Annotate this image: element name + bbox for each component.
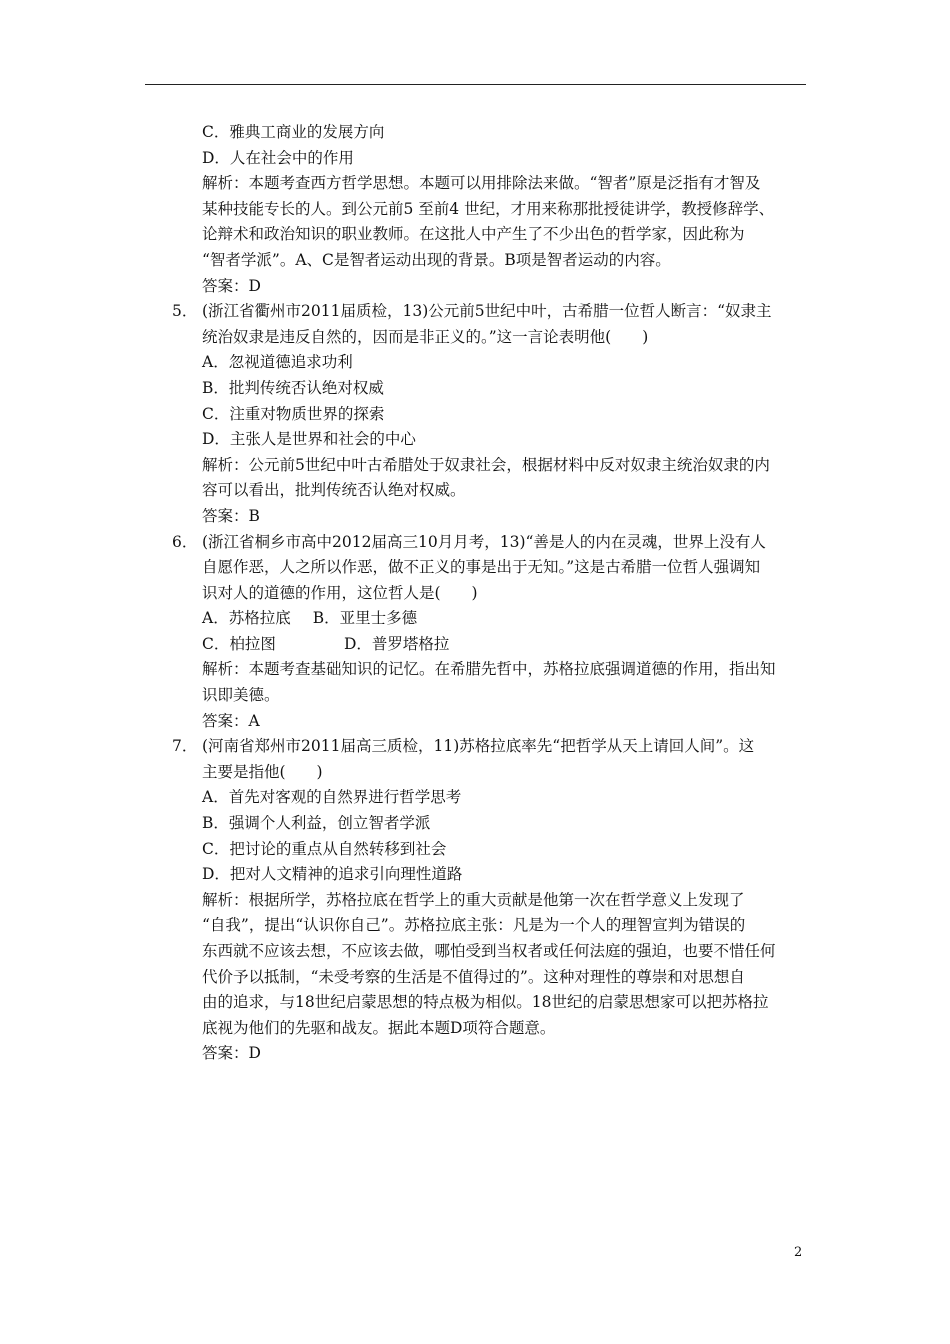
q5-option-d: D．主张人是世界和社会的中心: [202, 430, 416, 449]
q7-stem-line: (河南省郑州市2011届高三质检，11)苏格拉底率先“把哲学从天上请回人间”。这: [202, 737, 755, 756]
q6-stem-line: 识对人的道德的作用，这位哲人是( ): [202, 583, 478, 602]
q6-option-d: D．普罗塔格拉: [344, 634, 450, 653]
q6-options-row-1: [172, 606, 812, 632]
q5-analysis-line: 解析：公元前5世纪中叶古希腊处于奴隶社会，根据材料中反对奴隶主统治奴隶的内: [202, 455, 770, 474]
q6-analysis-line: 识即美德。: [202, 686, 280, 705]
q7-analysis-line: 东西就不应该去想，不应该去做，哪怕受到当权者或任何法庭的强迫，也要不惜任何: [202, 942, 776, 960]
q5-stem: [172, 299, 812, 325]
q4-analysis-line: 论辩术和政治知识的职业教师。在这批人中产生了不少出色的哲学家，因此称为: [202, 225, 745, 244]
q7-stem: [172, 734, 812, 760]
q4-option-d: D．人在社会中的作用: [202, 148, 354, 167]
q5-option-b: B．批判传统否认绝对权威: [202, 378, 384, 397]
header-rule: [145, 84, 806, 85]
q7-analysis-line: 由的追求，与18世纪启蒙思想的特点极为相似。18世纪的启蒙思想家可以把苏格拉: [202, 993, 769, 1012]
q4-analysis-line: 某种技能专长的人。到公元前5 至前4 世纪，才用来称那批授徒讲学，教授修辞学、: [202, 199, 775, 218]
q7-answer: 答案：D: [202, 1044, 261, 1063]
q6-options-row-2: [172, 632, 812, 658]
q6-number: 6．: [172, 532, 198, 551]
q7-option-c: C．把讨论的重点从自然转移到社会: [202, 839, 447, 858]
q6-option-a: A．苏格拉底: [202, 609, 291, 628]
q5-answer: 答案：B: [202, 506, 260, 525]
q5-option-c: C．注重对物质世界的探索: [202, 404, 385, 423]
q6-option-b: B．亚里士多德: [312, 609, 418, 628]
q4-answer: 答案：D: [202, 276, 261, 295]
q6-stem-line: 自愿作恶，人之所以作恶，做不正义的事是出于无知。”这是古希腊一位哲人强调知: [202, 558, 761, 577]
q7-stem-line: 主要是指他( ): [202, 762, 323, 781]
q7-option-a: A．首先对客观的自然界进行哲学思考: [202, 788, 462, 807]
q4-analysis-line: 解析：本题考查西方哲学思想。本题可以用排除法来做。“智者”原是泛指有才智及: [202, 174, 761, 193]
q6-stem-line: (浙江省桐乡市高中2012届高三10月月考，13)“善是人的内在灵魂，世界上没有人: [202, 532, 766, 551]
q6-stem: [172, 530, 812, 556]
q7-option-d: D．把对人文精神的追求引向理性道路: [202, 865, 463, 884]
q4-option-c: C．雅典工商业的发展方向: [202, 123, 385, 141]
q7-analysis-line: 底视为他们的先驱和战友。据此本题D项符合题意。: [202, 1018, 556, 1037]
q7-analysis-line: 解析：根据所学，苏格拉底在哲学上的重大贡献是他第一次在哲学意义上发现了: [202, 890, 745, 909]
page-number: 2: [794, 1245, 803, 1260]
q7-option-b: B．强调个人利益，创立智者学派: [202, 814, 431, 833]
q5-analysis-line: 容可以看出，批判传统否认绝对权威。: [202, 481, 466, 500]
q7-analysis-line: “自我”，提出“认识你自己”。苏格拉底主张：凡是为一个人的理智宣判为错误的: [202, 916, 746, 935]
q5-number: 5．: [172, 302, 198, 321]
q6-answer: 答案：A: [202, 711, 260, 730]
q6-option-c: C．柏拉图: [202, 634, 276, 653]
page-content: [172, 120, 812, 1067]
q5-stem-line: 统治奴隶是违反自然的，因而是非正义的。”这一言论表明他( ): [202, 327, 649, 346]
q7-number: 7．: [172, 737, 198, 756]
q4-analysis-line: “智者学派”。A、C是智者运动出现的背景。B项是智者运动的内容。: [202, 250, 671, 269]
q5-stem-line: (浙江省衢州市2011届质检，13)公元前5世纪中叶，古希腊一位哲人断言：“奴隶主: [202, 302, 772, 321]
q6-analysis-line: 解析：本题考查基础知识的记忆。在希腊先哲中，苏格拉底强调道德的作用，指出知: [202, 660, 776, 679]
q7-analysis-line: 代价予以抵制，“未受考察的生活是不值得过的”。这种对理性的尊崇和对思想自: [202, 967, 745, 986]
q5-option-a: A．忽视道德追求功利: [202, 353, 353, 372]
